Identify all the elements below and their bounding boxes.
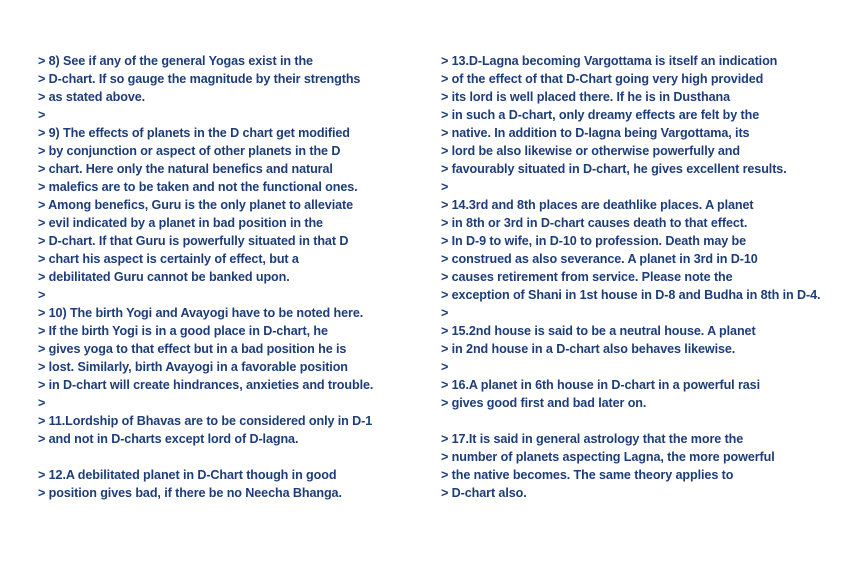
text-line: > evil indicated by a planet in bad position in the xyxy=(38,216,323,230)
text-line: > chart his aspect is certainly of effect, but a xyxy=(38,252,299,266)
text-line: > xyxy=(38,396,46,410)
text-line: > number of planets aspecting Lagna, the more powerful xyxy=(441,450,775,464)
text-line: > by conjunction or aspect of other planets in the D xyxy=(38,144,341,158)
text-line: > in 8th or 3rd in D-chart causes death to that effect. xyxy=(441,216,748,230)
text-line: > In D-9 to wife, in D-10 to profession. Death may be xyxy=(441,234,747,248)
text-line: > gives yoga to that effect but in a bad position he is xyxy=(38,342,347,356)
text-line: > 14.3rd and 8th places are deathlike places. A planet xyxy=(441,198,754,212)
text-line: > debilitated Guru cannot be banked upon. xyxy=(38,270,290,284)
text-line: > 11.Lordship of Bhavas are to be considered only in D-1 xyxy=(38,414,373,428)
text-line: > 8) See if any of the general Yogas exist in the xyxy=(38,54,313,68)
text-line: > xyxy=(38,108,46,122)
text-line: > 15.2nd house is said to be a neutral house. A planet xyxy=(441,324,756,338)
text-line: > its lord is well placed there. If he is in Dusthana xyxy=(441,90,730,104)
text-line: > position gives bad, if there be no Neecha Bhanga. xyxy=(38,486,342,500)
left-text-column xyxy=(38,52,418,502)
text-line: > D-chart. If that Guru is powerfully situated in that D xyxy=(38,234,349,248)
text-line: > xyxy=(441,360,449,374)
text-line: > 9) The effects of planets in the D chart get modified xyxy=(38,126,350,140)
text-line: > native. In addition to D-lagna being Vargottama, its xyxy=(441,126,750,140)
text-line: > Among benefics, Guru is the only planet to alleviate xyxy=(38,198,353,212)
text-line: > D-chart also. xyxy=(441,486,527,500)
text-line: > 16.A planet in 6th house in D-chart in a powerful rasi xyxy=(441,378,760,392)
text-line: > in D-chart will create hindrances, anxieties and trouble. xyxy=(38,378,374,392)
text-line: > 12.A debilitated planet in D-Chart though in good xyxy=(38,468,337,482)
text-line: > construed as also severance. A planet in 3rd in D-10 xyxy=(441,252,758,266)
text-line: > as stated above. xyxy=(38,90,146,104)
text-line: > in 2nd house in a D-chart also behaves likewise. xyxy=(441,342,736,356)
blank-line xyxy=(441,412,856,430)
text-line: > malefics are to be taken and not the functional ones. xyxy=(38,180,358,194)
text-line: > If the birth Yogi is in a good place in D-chart, he xyxy=(38,324,328,338)
right-text-column xyxy=(441,52,856,502)
text-line: > in such a D-chart, only dreamy effects are felt by the xyxy=(441,108,760,122)
text-line: > 13.D-Lagna becoming Vargottama is itself an indication xyxy=(441,54,778,68)
blank-line xyxy=(38,448,418,466)
text-line: > favourably situated in D-chart, he gives excellent results. xyxy=(441,162,787,176)
text-line: > xyxy=(38,288,46,302)
text-line: > exception of Shani in 1st house in D-8 and Budha in 8th in D-4. xyxy=(441,288,821,302)
text-line: > lost. Similarly, birth Avayogi in a favorable position xyxy=(38,360,348,374)
text-line: > the native becomes. The same theory applies to xyxy=(441,468,734,482)
text-line: > lord be also likewise or otherwise powerfully and xyxy=(441,144,740,158)
text-line: > chart. Here only the natural benefics and natural xyxy=(38,162,333,176)
text-line: > causes retirement from service. Please note the xyxy=(441,270,733,284)
text-line: > D-chart. If so gauge the magnitude by their strengths xyxy=(38,72,361,86)
text-line: > gives good first and bad later on. xyxy=(441,396,647,410)
text-line: > 10) The birth Yogi and Avayogi have to be noted here. xyxy=(38,306,364,320)
text-line: > xyxy=(441,306,449,320)
text-line: > of the effect of that D-Chart going very high provided xyxy=(441,72,764,86)
text-line: > 17.It is said in general astrology that the more the xyxy=(441,432,744,446)
text-line: > xyxy=(441,180,449,194)
text-line: > and not in D-charts except lord of D-lagna. xyxy=(38,432,299,446)
